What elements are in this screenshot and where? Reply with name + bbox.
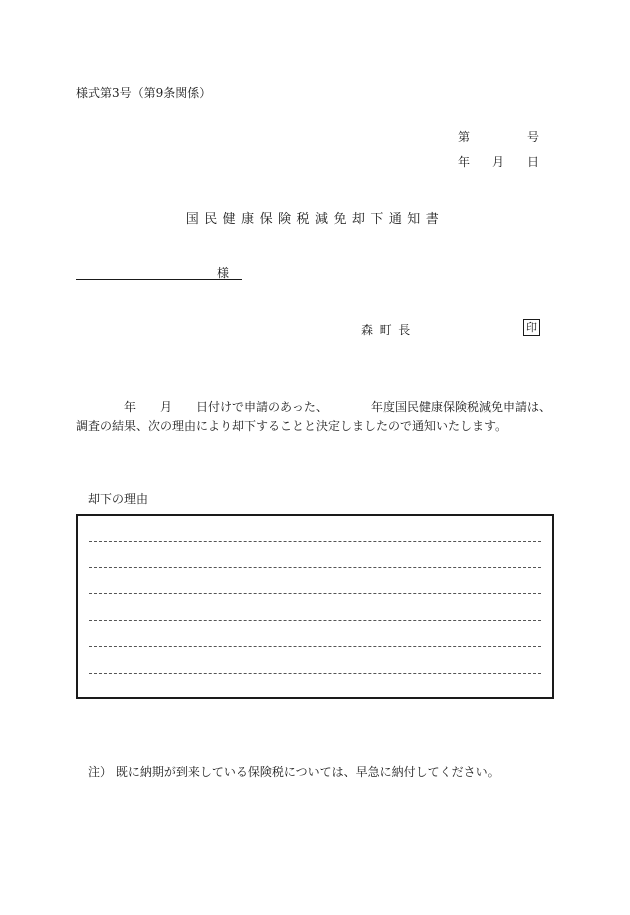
footnote: 注） 既に納期が到来している保険税については、早急に納付してください。 [88,765,500,779]
reason-label: 却下の理由 [88,492,149,506]
body-month: 月 [160,400,173,414]
reason-rule-line [89,541,541,542]
seal-mark: 印 [523,319,540,336]
reason-rule-line [89,646,541,647]
date-month: 月 [492,155,505,169]
body-fiscal-text: 年度国民健康保険税減免申請は、 [371,400,552,414]
document-title: 国民健康保険税減免却下通知書 [185,212,445,227]
issuer-name: 森町長 [361,323,417,337]
form-number: 様式第3号（第9条関係） [76,86,212,100]
document-number-dai: 第 [458,130,471,144]
reason-rule-line [89,567,541,568]
reason-box [76,514,554,699]
body-date-text: 日付けで申請のあった、 [196,400,328,414]
body-line-2: 調査の結果、次の理由により却下することと決定しましたので通知いたします。 [76,419,508,433]
reason-rule-line [89,620,541,621]
addressee-honorific: 様 [217,266,230,280]
date-day: 日 [527,155,540,169]
date-year: 年 [458,155,471,169]
reason-rule-line [89,593,541,594]
body-year: 年 [124,400,137,414]
document-number-go: 号 [527,130,540,144]
reason-rule-line [89,673,541,674]
